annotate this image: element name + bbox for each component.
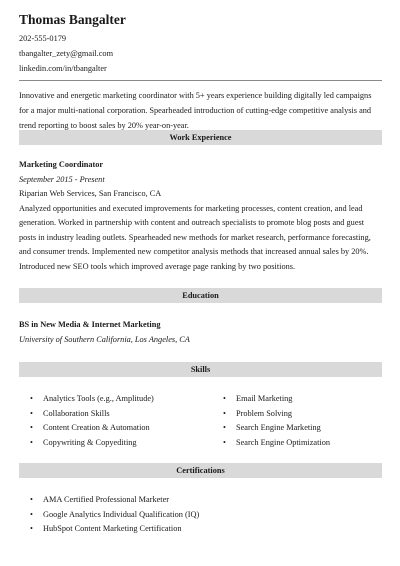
job-company: Riparian Web Services, San Francisco, CA	[19, 189, 162, 198]
skill-item: • Copywriting & Copyediting	[19, 436, 189, 451]
skills-list-left	[19, 392, 189, 450]
education-entry	[19, 318, 382, 347]
skill-item: • Problem Solving	[212, 407, 382, 422]
candidate-name: Thomas Bangalter	[19, 12, 126, 27]
job-title: Marketing Coordinator	[19, 160, 104, 169]
linkedin-url: linkedin.com/in/tbangalter	[19, 64, 107, 73]
section-header-education: Education	[19, 288, 382, 303]
skill-item: • Email Marketing	[212, 392, 382, 407]
certifications-list	[19, 493, 319, 537]
contact-info	[19, 31, 126, 76]
skills-list-right	[212, 392, 382, 450]
skill-item: • Analytics Tools (e.g., Amplitude)	[19, 392, 189, 407]
section-header-certifications: Certifications	[19, 463, 382, 478]
summary-paragraph: Innovative and energetic marketing coordinator with 5+ years experience building digitally led campaigns for a major multi-national corporation. Spearheaded introduction of cutting-edge competitive analysis and trend reporting to boost sales by 20% year-on-year.	[19, 91, 372, 130]
job-dates: September 2015 - Present	[19, 174, 105, 184]
skill-item: • Collaboration Skills	[19, 407, 189, 422]
school-name: University of Southern California, Los Angeles, CA	[19, 334, 190, 344]
certification-item: • HubSpot Content Marketing Certification	[19, 522, 319, 537]
certification-item: • AMA Certified Professional Marketer	[19, 493, 319, 508]
section-header-work-experience: Work Experience	[19, 130, 382, 145]
degree-title: BS in New Media & Internet Marketing	[19, 320, 161, 329]
resume-header	[19, 12, 126, 76]
phone-number: 202-555-0179	[19, 34, 67, 43]
skill-item: • Content Creation & Automation	[19, 421, 189, 436]
certification-item: • Google Analytics Individual Qualification (IQ)	[19, 508, 319, 523]
work-entry	[19, 158, 382, 274]
job-description: Analyzed opportunities and executed improvements for marketing processes, content creation, and lead generation. Worked in partnership with content and outreach specialists to promote blog posts and guest posts in industry leading outlets. Spearheaded new methods for market research, performance forecasting, and consumer trends. Implemented new competitor analysis methods that increased annual sales by 20%. Introduced new SEO tools which improved average page ranking by two positions.	[19, 203, 371, 271]
section-header-skills: Skills	[19, 362, 382, 377]
skill-item: • Search Engine Marketing	[212, 421, 382, 436]
email-address: tbangalter_zety@gmail.com	[19, 49, 114, 58]
skill-item: • Search Engine Optimization	[212, 436, 382, 451]
header-divider	[19, 80, 382, 81]
